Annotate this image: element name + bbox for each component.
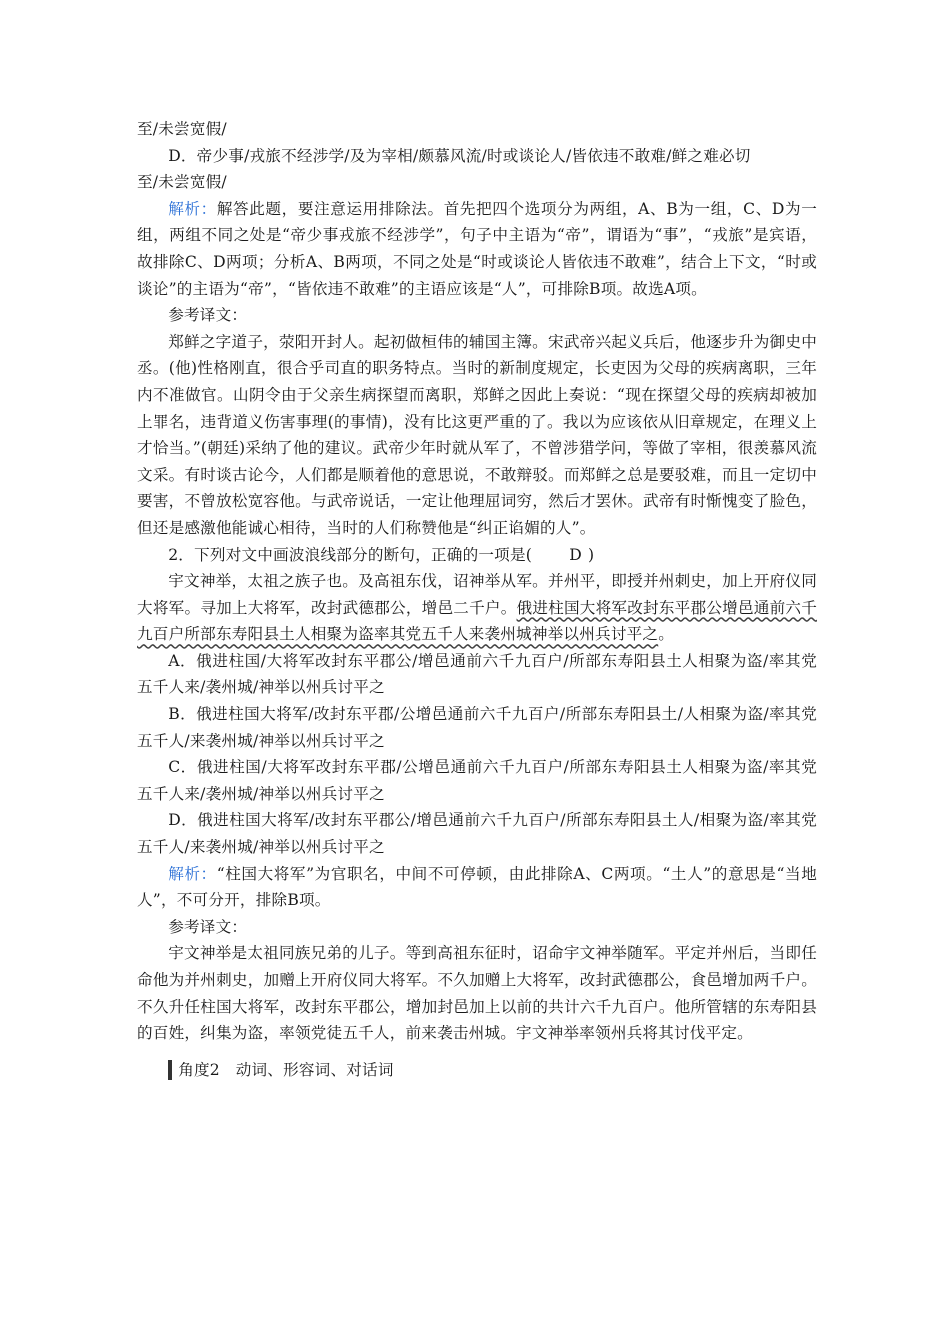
analysis-label: 解析：	[168, 199, 217, 218]
section-bar-icon	[168, 1060, 172, 1080]
analysis-text: “柱国大将军”为官职名，中间不可停顿，由此排除A、C两项。“土人”的意思是“当地人”，不可分开，排除B项。	[137, 864, 817, 910]
q1-analysis	[137, 196, 817, 302]
q2-passage-plain: 宇文神举，太祖之族子也。及高祖东伐，诏神举从军。并州平，即授并州刺史，加上开府仪同大将军。寻加上大将军，改封武德郡公，增邑二千户。	[137, 572, 817, 617]
q2-option-a: A．俄进柱国/大将军改封东平郡公/增邑通前六千九百户/所部东寿阳县土人相聚为盗/率其党五千人来/袭州城/神举以州兵讨平之	[137, 651, 817, 697]
q2-stem-text: 2．下列对文中画波浪线部分的断句，正确的一项是(	[168, 545, 533, 564]
q2-option-b: B．俄进柱国大将军/改封东平郡/公增邑通前六千九百户/所部东寿阳县土/人相聚为盗/率其党五千人/来袭州城/神举以州兵讨平之	[137, 705, 817, 750]
q2-translation-text: 宇文神举是太祖同族兄弟的儿子。等到高祖东征时，诏命宇文神举随军。平定并州后，当即任命他为并州刺史，加赠上开府仪同大将军。不久加赠上大将军，改封武德郡公，食邑增加两千户。不久升任柱国大将军，改封东平郡公，增加封邑加上以前的共计六千九百户。他所管辖的东寿阳县的百姓，纠集为盗，率领党徒五千人，前来袭击州城。宇文神举率领州兵将其讨伐平定。	[137, 944, 817, 1043]
q2-passage	[137, 568, 817, 648]
q2-translation-label: 参考译文：	[168, 917, 248, 936]
section-title: 角度2 动词、形容词、对话词	[178, 1060, 394, 1079]
section-heading	[137, 1057, 817, 1084]
analysis-text: 解答此题，要注意运用排除法。首先把四个选项分为两组，A、B为一组，C、D为一组，两组不同之处是“帝少事戎旅不经涉学”，句子中主语为“帝”，谓语为“事”，“戎旅”是宾语，故排除C、D两项；分析A、B两项，不同之处是“时或谈论人皆依违不敢难”，结合上下文，“时或谈论”的主语为“帝”，“皆依违不敢难”的主语应该是“人”，可排除B项。故选A项。	[137, 199, 817, 298]
q2-option-d: D．俄进柱国大将军/改封东平郡公/增邑通前六千九百户/所部东寿阳县土人/相聚为盗/率其党五千人/来袭州城/神举以州兵讨平之	[137, 811, 817, 857]
q1-translation-text: 郑鲜之字道子，荥阳开封人。起初做桓伟的辅国主簿。宋武帝兴起义兵后，他逐步升为御史中丞。(他)性格刚直，很合乎司直的职务特点。当时的新制度规定，长吏因为父母的疾病离职，三年内不准做官。山阴令由于父亲生病探望而离职，郑鲜之因此上奏说：“现在探望父母的疾病却被加上罪名，违背道义伤害事理(的事情)，没有比这更严重的了。我以为应该依从旧章规定，在理义上才恰当。”(朝廷)采纳了他的建议。武帝少年时就从军了，不曾涉猎学问，等做了宰相，很羡慕风流文采。有时谈古论今，人们都是顺着他的意思说，不敢辩驳。而郑鲜之总是要驳难，而且一定切中要害，不曾放松宽容他。与武帝说话，一定让他理屈词穷，然后才罢休。武帝有时惭愧变了脸色，但还是感激他能诚心相待，当时的人们称赞他是“纠正谄媚的人”。	[137, 332, 817, 537]
q2-analysis	[137, 861, 817, 914]
q2-option-c: C．俄进柱国/大将军改封东平郡/公增邑通前六千九百户/所部东寿阳县土人相聚为盗/率其党五千人来/袭州城/神举以州兵讨平之	[137, 758, 817, 803]
q2-stem	[137, 542, 817, 569]
q1-translation-label: 参考译文：	[168, 306, 248, 325]
q2-stem-end: )	[587, 545, 595, 564]
q1-option-d-line2: 至/未尝宽假/	[137, 173, 227, 192]
document-page	[137, 116, 817, 1083]
q1-option-c-continuation: 至/未尝宽假/	[137, 120, 227, 138]
q2-passage-end: 。	[658, 625, 674, 644]
q2-passage-wavy: 俄进柱国大将军改封东平郡公增邑通前六千九百户所部东寿阳县土人相聚为盗率其党五千人来袭州城神举以州兵讨平之	[137, 598, 817, 644]
q1-option-d-line1: D．帝少事/戎旅不经涉学/及为宰相/颇慕风流/时或谈论人/皆依违不敢难/鲜之难必切	[168, 146, 751, 165]
analysis-label: 解析：	[168, 864, 217, 883]
q2-answer: D	[569, 545, 582, 564]
